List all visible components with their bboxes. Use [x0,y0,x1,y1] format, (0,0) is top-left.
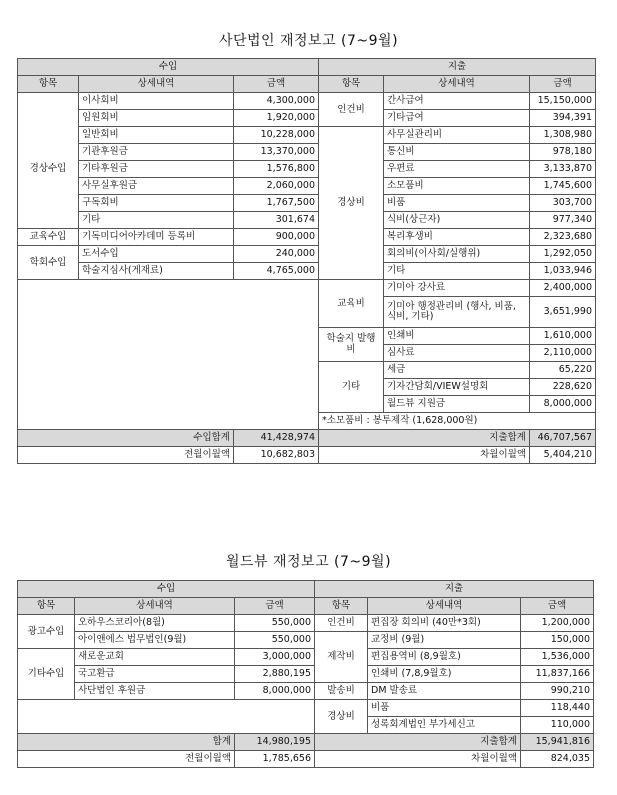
income-detail: 일반회비 [79,127,234,144]
income-detail: 사단법인 후원금 [75,683,235,700]
income-amount: 8,000,000 [235,683,315,700]
income-amount: 10,228,000 [234,127,319,144]
expense-amount: 1,200,000 [521,615,594,632]
expense-category: 인건비 [315,615,368,632]
expense-detail: 기미아 강사료 [384,280,530,297]
col-item: 항목 [315,598,368,615]
col-detail: 상세내역 [75,598,235,615]
col-amount: 금액 [234,76,319,93]
income-amount: 301,674 [234,212,319,229]
table-row [18,178,596,195]
expense-amount: 150,000 [521,632,594,649]
expense-total: 15,941,816 [521,734,594,751]
table-row [18,246,596,263]
expense-detail: 기타 [384,263,530,280]
expense-amount: 990,210 [521,683,594,700]
expense-amount: 15,150,000 [530,93,596,110]
expense-detail: 기타급여 [384,110,530,127]
expense-amount: 3,651,990 [530,297,596,328]
income-amount: 4,300,000 [234,93,319,110]
expense-amount: 65,220 [530,362,596,379]
expense-amount: 1,745,600 [530,178,596,195]
table-row [18,632,594,649]
expense-detail: 교정비 (9월) [368,632,521,649]
expense-header: 지출 [319,59,596,76]
prev-carry: 10,682,803 [234,447,319,464]
table-row [18,110,596,127]
report2-title: 월드뷰 재정보고 (7~9월) [225,554,392,570]
expense-detail: 회의비(이사회/실행위) [384,246,530,263]
col-detail: 상세내역 [79,76,234,93]
carry-row [18,447,596,464]
next-carry: 824,035 [521,751,594,768]
expense-amount: 1,292,050 [530,246,596,263]
income-detail: 국고환급 [75,666,235,683]
expense-amount: 8,000,000 [530,396,596,413]
expense-detail: 우편료 [384,161,530,178]
income-header: 수입 [18,581,315,598]
table-row [18,93,596,110]
expense-header: 지출 [315,581,594,598]
col-detail: 상세내역 [384,76,530,93]
income-category: 경상수입 [18,110,79,229]
expense-detail: 소모품비 [384,178,530,195]
income-amount: 900,000 [234,229,319,246]
income-amount: 1,576,800 [234,161,319,178]
col-detail: 상세내역 [368,598,521,615]
table-row [18,666,594,683]
expense-amount: 977,340 [530,212,596,229]
expense-detail: 기미아 행정관리비 (행사, 비품, 식비, 기타) [384,297,530,328]
expense-detail: DM 발송료 [368,683,521,700]
table-row [18,649,594,666]
expense-detail: 성록회계법인 부가세신고 [368,717,521,734]
expense-amount: 3,133,870 [530,161,596,178]
expense-category: 인건비 [319,93,384,127]
expense-amount: 1,033,946 [530,263,596,280]
income-amount: 13,370,000 [234,144,319,161]
income-detail: 새로운교회 [75,649,235,666]
table-row [18,161,596,178]
expense-detail: 간사급여 [384,93,530,110]
blank-area [18,280,319,430]
expense-category: 교육비 [319,280,384,328]
income-header: 수입 [18,59,319,76]
table-row [18,195,596,212]
prev-carry-label: 전월이월액 [18,447,234,464]
report2-table [17,580,594,768]
income-amount: 3,000,000 [235,649,315,666]
expense-category: 경상비 [319,127,384,280]
expense-category: 기타 [319,362,384,413]
income-detail: 사무실후원금 [79,178,234,195]
expense-category: 제작비 [315,632,368,683]
expense-detail: 인쇄비 (7,8,9월호) [368,666,521,683]
expense-amount: 2,110,000 [530,345,596,362]
expense-total-label: 지출합계 [319,430,530,447]
income-detail: 기타 [79,212,234,229]
col-item: 항목 [18,598,75,615]
expense-amount: 394,391 [530,110,596,127]
totals-row [18,734,594,751]
income-detail: 기독미디어아카데미 등록비 [79,229,234,246]
col-item: 항목 [319,76,384,93]
table-row [18,212,596,229]
next-carry-label: 차월이월액 [315,751,521,768]
income-detail: 아이앤에스 법무법인(9월) [75,632,235,649]
income-amount: 550,000 [235,632,315,649]
expense-amount: 110,000 [521,717,594,734]
expense-amount: 2,400,000 [530,280,596,297]
income-detail: 도서수입 [79,246,234,263]
table-row [18,144,596,161]
expense-detail: 심사료 [384,345,530,362]
prev-carry-label: 전월이월액 [18,751,235,768]
income-total: 41,428,974 [234,430,319,447]
col-amount: 금액 [235,598,315,615]
income-category: 학회수입 [18,246,79,280]
income-total: 14,980,195 [235,734,315,751]
income-amount: 1,767,500 [234,195,319,212]
income-detail: 임원회비 [79,110,234,127]
table-row [18,683,594,700]
income-amount: 2,060,000 [234,178,319,195]
expense-amount: 1,536,000 [521,649,594,666]
expense-detail: 비품 [368,700,521,717]
expense-category: 발송비 [315,683,368,700]
expense-amount: 1,308,980 [530,127,596,144]
table-row [18,127,596,144]
report1-title: 사단법인 재정보고 (7~9월) [218,33,399,49]
report1-table [17,58,596,464]
income-category: 광고수입 [18,615,75,649]
income-amount: 1,920,000 [234,110,319,127]
income-total-label: 합계 [18,734,235,751]
col-item: 항목 [18,76,79,93]
expense-detail: 사무실관리비 [384,127,530,144]
expense-amount: 118,440 [521,700,594,717]
income-category: 교육수입 [18,229,79,246]
expense-detail: 인쇄비 [384,328,530,345]
col-amount: 금액 [530,76,596,93]
income-detail: 학술지심사(게재료) [79,263,234,280]
expense-detail: 기자간담회/VIEW설명회 [384,379,530,396]
income-category: 기타수입 [18,649,75,700]
expense-amount: 2,323,680 [530,229,596,246]
income-detail: 기관후원금 [79,144,234,161]
expense-note: *소모품비 : 봉투제작 (1,628,000원) [319,413,596,430]
expense-amount: 978,180 [530,144,596,161]
col-amount: 금액 [521,598,594,615]
income-amount: 4,765,000 [234,263,319,280]
expense-category: 학술지 발행비 [319,328,384,362]
next-carry-label: 차월이월액 [319,447,530,464]
expense-detail: 월드뷰 지원금 [384,396,530,413]
table-row [18,229,596,246]
income-detail: 오하우스코리아(8월) [75,615,235,632]
expense-total: 46,707,567 [530,430,596,447]
next-carry: 5,404,210 [530,447,596,464]
expense-amount: 1,610,000 [530,328,596,345]
income-amount: 550,000 [235,615,315,632]
table-row [18,263,596,280]
table-row [18,615,594,632]
expense-detail: 복리후생비 [384,229,530,246]
income-total-label: 수입합계 [18,430,234,447]
expense-detail: 통신비 [384,144,530,161]
expense-detail: 세금 [384,362,530,379]
expense-detail: 편집장 회의비 (40만*3회) [368,615,521,632]
income-detail: 기타후원금 [79,161,234,178]
blank-area [18,700,315,734]
expense-detail: 식비(상근자) [384,212,530,229]
expense-detail: 비품 [384,195,530,212]
expense-total-label: 지출합계 [315,734,521,751]
expense-amount: 228,620 [530,379,596,396]
income-detail: 구독회비 [79,195,234,212]
expense-amount: 303,700 [530,195,596,212]
carry-row [18,751,594,768]
totals-row [18,430,596,447]
prev-carry: 1,785,656 [235,751,315,768]
table-row [18,280,596,297]
income-amount: 240,000 [234,246,319,263]
income-amount: 2,880,195 [235,666,315,683]
table-row [18,700,594,717]
expense-category: 경상비 [315,700,368,734]
expense-detail: 편집용역비 (8,9월호) [368,649,521,666]
income-detail: 이사회비 [79,93,234,110]
expense-amount: 11,837,166 [521,666,594,683]
